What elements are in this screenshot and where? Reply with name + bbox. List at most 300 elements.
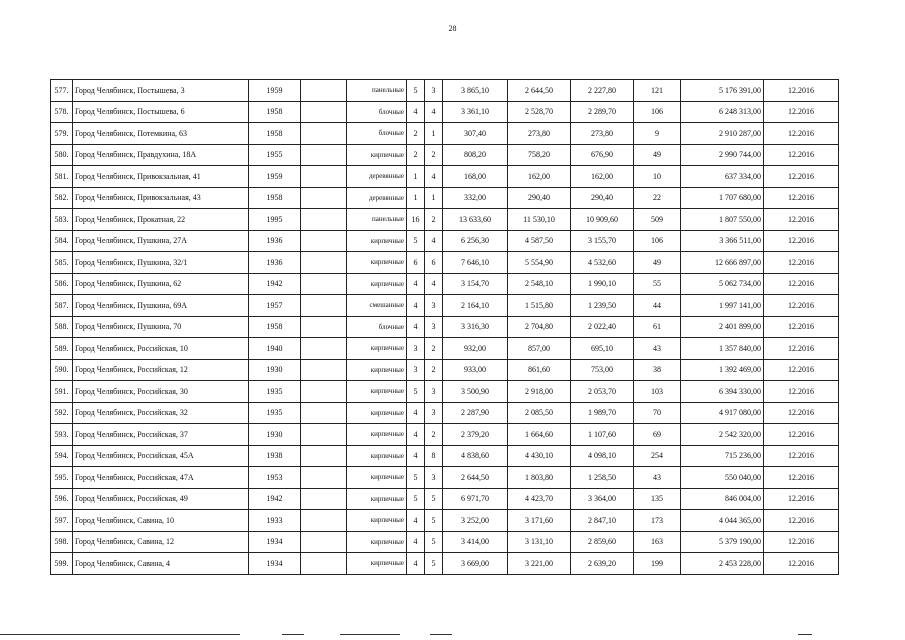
table-row [51, 338, 839, 360]
table-row [51, 273, 839, 295]
year-built-cell: 1935 [249, 381, 301, 403]
table-row [51, 123, 839, 145]
blank-cell-cell [301, 187, 347, 209]
area-premises-cell: 3 221,00 [508, 553, 571, 575]
entrances-cell: 8 [425, 445, 443, 467]
blank-cell-cell [301, 553, 347, 575]
floors-cell: 5 [407, 488, 425, 510]
footer-rule [340, 634, 400, 635]
floors-cell: 16 [407, 209, 425, 231]
area-residential-cell: 2 289,70 [571, 101, 634, 123]
table-row [51, 230, 839, 252]
wall-material-cell: деревянные [347, 166, 407, 188]
residents-cell: 173 [634, 510, 681, 532]
entrances-cell: 3 [425, 402, 443, 424]
blank-cell-cell [301, 381, 347, 403]
residents-cell: 22 [634, 187, 681, 209]
repair-cost-cell: 12 666 897,00 [681, 252, 764, 274]
floors-cell: 2 [407, 144, 425, 166]
row-number-cell: 587. [51, 295, 73, 317]
total-area-cell: 933,00 [443, 359, 508, 381]
area-premises-cell: 273,80 [508, 123, 571, 145]
deadline-cell: 12.2016 [764, 252, 839, 274]
floors-cell: 4 [407, 402, 425, 424]
row-number-cell: 598. [51, 531, 73, 553]
page-number: 28 [448, 24, 457, 33]
total-area-cell: 168,00 [443, 166, 508, 188]
year-built-cell: 1940 [249, 338, 301, 360]
wall-material-cell: кирпичные [347, 424, 407, 446]
row-number-cell: 586. [51, 273, 73, 295]
area-premises-cell: 2 918,00 [508, 381, 571, 403]
total-area-cell: 2 644,50 [443, 467, 508, 489]
address-cell: Город Челябинск, Российская, 37 [73, 424, 249, 446]
table-row [51, 381, 839, 403]
repair-cost-cell: 3 366 511,00 [681, 230, 764, 252]
row-number-cell: 584. [51, 230, 73, 252]
repair-cost-cell: 4 044 365,00 [681, 510, 764, 532]
year-built-cell: 1959 [249, 80, 301, 102]
wall-material-cell: деревянные [347, 187, 407, 209]
total-area-cell: 2 287,90 [443, 402, 508, 424]
floors-cell: 6 [407, 252, 425, 274]
floors-cell: 4 [407, 316, 425, 338]
entrances-cell: 2 [425, 359, 443, 381]
row-number-cell: 590. [51, 359, 73, 381]
floors-cell: 4 [407, 510, 425, 532]
residents-cell: 106 [634, 230, 681, 252]
wall-material-cell: кирпичные [347, 402, 407, 424]
entrances-cell: 5 [425, 531, 443, 553]
table-row [51, 166, 839, 188]
table-row [51, 316, 839, 338]
area-premises-cell: 3 131,10 [508, 531, 571, 553]
area-premises-cell: 2 085,50 [508, 402, 571, 424]
address-cell: Город Челябинск, Пушкина, 69А [73, 295, 249, 317]
year-built-cell: 1942 [249, 488, 301, 510]
footer-rule [0, 634, 240, 635]
entrances-cell: 4 [425, 101, 443, 123]
deadline-cell: 12.2016 [764, 166, 839, 188]
row-number-cell: 599. [51, 553, 73, 575]
housing-registry-table [50, 79, 839, 575]
address-cell: Город Челябинск, Прокатная, 22 [73, 209, 249, 231]
row-number-cell: 582. [51, 187, 73, 209]
blank-cell-cell [301, 209, 347, 231]
blank-cell-cell [301, 531, 347, 553]
blank-cell-cell [301, 510, 347, 532]
residents-cell: 61 [634, 316, 681, 338]
area-premises-cell: 4 587,50 [508, 230, 571, 252]
year-built-cell: 1958 [249, 101, 301, 123]
repair-cost-cell: 2 453 228,00 [681, 553, 764, 575]
address-cell: Город Челябинск, Пушкина, 27А [73, 230, 249, 252]
deadline-cell: 12.2016 [764, 230, 839, 252]
area-residential-cell: 2 847,10 [571, 510, 634, 532]
floors-cell: 4 [407, 445, 425, 467]
wall-material-cell: кирпичные [347, 359, 407, 381]
floors-cell: 5 [407, 467, 425, 489]
area-premises-cell: 857,00 [508, 338, 571, 360]
blank-cell-cell [301, 445, 347, 467]
floors-cell: 5 [407, 80, 425, 102]
blank-cell-cell [301, 488, 347, 510]
entrances-cell: 1 [425, 123, 443, 145]
floors-cell: 1 [407, 187, 425, 209]
entrances-cell: 2 [425, 209, 443, 231]
address-cell: Город Челябинск, Российская, 32 [73, 402, 249, 424]
total-area-cell: 3 361,10 [443, 101, 508, 123]
floors-cell: 3 [407, 359, 425, 381]
total-area-cell: 13 633,60 [443, 209, 508, 231]
year-built-cell: 1958 [249, 187, 301, 209]
blank-cell-cell [301, 295, 347, 317]
year-built-cell: 1936 [249, 230, 301, 252]
area-residential-cell: 2 639,20 [571, 553, 634, 575]
area-residential-cell: 4 532,60 [571, 252, 634, 274]
deadline-cell: 12.2016 [764, 424, 839, 446]
row-number-cell: 593. [51, 424, 73, 446]
repair-cost-cell: 2 542 320,00 [681, 424, 764, 446]
area-premises-cell: 861,60 [508, 359, 571, 381]
wall-material-cell: кирпичные [347, 252, 407, 274]
area-residential-cell: 695,10 [571, 338, 634, 360]
blank-cell-cell [301, 144, 347, 166]
floors-cell: 4 [407, 295, 425, 317]
deadline-cell: 12.2016 [764, 273, 839, 295]
table-row [51, 187, 839, 209]
address-cell: Город Челябинск, Савина, 4 [73, 553, 249, 575]
total-area-cell: 3 154,70 [443, 273, 508, 295]
row-number-cell: 579. [51, 123, 73, 145]
area-residential-cell: 162,00 [571, 166, 634, 188]
area-premises-cell: 11 530,10 [508, 209, 571, 231]
total-area-cell: 6 256,30 [443, 230, 508, 252]
floors-cell: 4 [407, 273, 425, 295]
floors-cell: 5 [407, 230, 425, 252]
table-row [51, 488, 839, 510]
repair-cost-cell: 5 062 734,00 [681, 273, 764, 295]
wall-material-cell: кирпичные [347, 488, 407, 510]
wall-material-cell: кирпичные [347, 381, 407, 403]
residents-cell: 163 [634, 531, 681, 553]
repair-cost-cell: 1 997 141,00 [681, 295, 764, 317]
deadline-cell: 12.2016 [764, 381, 839, 403]
year-built-cell: 1958 [249, 123, 301, 145]
wall-material-cell: панельные [347, 80, 407, 102]
row-number-cell: 581. [51, 166, 73, 188]
entrances-cell: 4 [425, 230, 443, 252]
total-area-cell: 3 669,00 [443, 553, 508, 575]
residents-cell: 509 [634, 209, 681, 231]
area-premises-cell: 1 515,80 [508, 295, 571, 317]
residents-cell: 49 [634, 252, 681, 274]
entrances-cell: 5 [425, 553, 443, 575]
address-cell: Город Челябинск, Постышева, 6 [73, 101, 249, 123]
row-number-cell: 580. [51, 144, 73, 166]
blank-cell-cell [301, 166, 347, 188]
wall-material-cell: кирпичные [347, 510, 407, 532]
repair-cost-cell: 715 236,00 [681, 445, 764, 467]
year-built-cell: 1930 [249, 359, 301, 381]
row-number-cell: 591. [51, 381, 73, 403]
address-cell: Город Челябинск, Российская, 47А [73, 467, 249, 489]
residents-cell: 9 [634, 123, 681, 145]
repair-cost-cell: 6 394 330,00 [681, 381, 764, 403]
footer-rule [798, 634, 812, 635]
row-number-cell: 578. [51, 101, 73, 123]
area-residential-cell: 676,90 [571, 144, 634, 166]
wall-material-cell: блочные [347, 101, 407, 123]
address-cell: Город Челябинск, Савина, 12 [73, 531, 249, 553]
repair-cost-cell: 1 707 680,00 [681, 187, 764, 209]
address-cell: Город Челябинск, Постышева, 3 [73, 80, 249, 102]
residents-cell: 106 [634, 101, 681, 123]
floors-cell: 3 [407, 338, 425, 360]
deadline-cell: 12.2016 [764, 80, 839, 102]
year-built-cell: 1930 [249, 424, 301, 446]
entrances-cell: 2 [425, 424, 443, 446]
blank-cell-cell [301, 123, 347, 145]
deadline-cell: 12.2016 [764, 295, 839, 317]
area-residential-cell: 2 227,80 [571, 80, 634, 102]
deadline-cell: 12.2016 [764, 510, 839, 532]
repair-cost-cell: 2 910 287,00 [681, 123, 764, 145]
residents-cell: 49 [634, 144, 681, 166]
repair-cost-cell: 2 990 744,00 [681, 144, 764, 166]
area-residential-cell: 10 909,60 [571, 209, 634, 231]
entrances-cell: 4 [425, 166, 443, 188]
wall-material-cell: кирпичные [347, 553, 407, 575]
row-number-cell: 588. [51, 316, 73, 338]
row-number-cell: 577. [51, 80, 73, 102]
year-built-cell: 1995 [249, 209, 301, 231]
area-premises-cell: 2 704,80 [508, 316, 571, 338]
total-area-cell: 4 838,60 [443, 445, 508, 467]
deadline-cell: 12.2016 [764, 402, 839, 424]
area-residential-cell: 273,80 [571, 123, 634, 145]
table-row [51, 209, 839, 231]
entrances-cell: 3 [425, 467, 443, 489]
repair-cost-cell: 5 176 391,00 [681, 80, 764, 102]
area-residential-cell: 2 859,60 [571, 531, 634, 553]
deadline-cell: 12.2016 [764, 531, 839, 553]
residents-cell: 55 [634, 273, 681, 295]
total-area-cell: 6 971,70 [443, 488, 508, 510]
address-cell: Город Челябинск, Пушкина, 32/1 [73, 252, 249, 274]
deadline-cell: 12.2016 [764, 187, 839, 209]
repair-cost-cell: 6 248 313,00 [681, 101, 764, 123]
repair-cost-cell: 2 401 899,00 [681, 316, 764, 338]
blank-cell-cell [301, 80, 347, 102]
year-built-cell: 1958 [249, 316, 301, 338]
floors-cell: 4 [407, 553, 425, 575]
residents-cell: 70 [634, 402, 681, 424]
address-cell: Город Челябинск, Российская, 45А [73, 445, 249, 467]
deadline-cell: 12.2016 [764, 209, 839, 231]
entrances-cell: 3 [425, 381, 443, 403]
area-residential-cell: 1 258,50 [571, 467, 634, 489]
table-row [51, 80, 839, 102]
area-premises-cell: 4 430,10 [508, 445, 571, 467]
total-area-cell: 7 646,10 [443, 252, 508, 274]
wall-material-cell: блочные [347, 123, 407, 145]
row-number-cell: 595. [51, 467, 73, 489]
year-built-cell: 1934 [249, 531, 301, 553]
address-cell: Город Челябинск, Российская, 12 [73, 359, 249, 381]
residents-cell: 135 [634, 488, 681, 510]
area-residential-cell: 290,40 [571, 187, 634, 209]
table-row [51, 445, 839, 467]
total-area-cell: 3 252,00 [443, 510, 508, 532]
wall-material-cell: кирпичные [347, 230, 407, 252]
address-cell: Город Челябинск, Привокзальная, 43 [73, 187, 249, 209]
floors-cell: 5 [407, 381, 425, 403]
entrances-cell: 2 [425, 338, 443, 360]
residents-cell: 254 [634, 445, 681, 467]
wall-material-cell: кирпичные [347, 273, 407, 295]
year-built-cell: 1936 [249, 252, 301, 274]
area-residential-cell: 1 990,10 [571, 273, 634, 295]
area-residential-cell: 753,00 [571, 359, 634, 381]
row-number-cell: 594. [51, 445, 73, 467]
row-number-cell: 583. [51, 209, 73, 231]
area-residential-cell: 2 022,40 [571, 316, 634, 338]
residents-cell: 10 [634, 166, 681, 188]
table-row [51, 252, 839, 274]
row-number-cell: 585. [51, 252, 73, 274]
area-premises-cell: 2 548,10 [508, 273, 571, 295]
area-residential-cell: 2 053,70 [571, 381, 634, 403]
table-row [51, 467, 839, 489]
footer-rule [282, 634, 304, 635]
year-built-cell: 1933 [249, 510, 301, 532]
area-premises-cell: 2 528,70 [508, 101, 571, 123]
table-row [51, 510, 839, 532]
year-built-cell: 1957 [249, 295, 301, 317]
floors-cell: 4 [407, 531, 425, 553]
residents-cell: 121 [634, 80, 681, 102]
repair-cost-cell: 1 392 469,00 [681, 359, 764, 381]
deadline-cell: 12.2016 [764, 553, 839, 575]
blank-cell-cell [301, 316, 347, 338]
row-number-cell: 597. [51, 510, 73, 532]
year-built-cell: 1935 [249, 402, 301, 424]
address-cell: Город Челябинск, Пушкина, 70 [73, 316, 249, 338]
wall-material-cell: кирпичные [347, 144, 407, 166]
deadline-cell: 12.2016 [764, 316, 839, 338]
total-area-cell: 2 164,10 [443, 295, 508, 317]
table-row [51, 144, 839, 166]
floors-cell: 4 [407, 101, 425, 123]
residents-cell: 199 [634, 553, 681, 575]
area-residential-cell: 3 364,00 [571, 488, 634, 510]
area-premises-cell: 3 171,60 [508, 510, 571, 532]
repair-cost-cell: 846 004,00 [681, 488, 764, 510]
blank-cell-cell [301, 101, 347, 123]
area-premises-cell: 5 554,90 [508, 252, 571, 274]
wall-material-cell: кирпичные [347, 338, 407, 360]
area-premises-cell: 162,00 [508, 166, 571, 188]
entrances-cell: 3 [425, 295, 443, 317]
total-area-cell: 3 414,00 [443, 531, 508, 553]
area-residential-cell: 1 239,50 [571, 295, 634, 317]
deadline-cell: 12.2016 [764, 445, 839, 467]
total-area-cell: 307,40 [443, 123, 508, 145]
area-premises-cell: 1 664,60 [508, 424, 571, 446]
floors-cell: 1 [407, 166, 425, 188]
area-premises-cell: 758,20 [508, 144, 571, 166]
address-cell: Город Челябинск, Российская, 30 [73, 381, 249, 403]
entrances-cell: 3 [425, 80, 443, 102]
blank-cell-cell [301, 230, 347, 252]
blank-cell-cell [301, 402, 347, 424]
floors-cell: 2 [407, 123, 425, 145]
total-area-cell: 3 865,10 [443, 80, 508, 102]
table-row [51, 531, 839, 553]
deadline-cell: 12.2016 [764, 359, 839, 381]
table-row [51, 424, 839, 446]
wall-material-cell: кирпичные [347, 531, 407, 553]
repair-cost-cell: 1 807 550,00 [681, 209, 764, 231]
repair-cost-cell: 5 379 190,00 [681, 531, 764, 553]
area-residential-cell: 1 989,70 [571, 402, 634, 424]
deadline-cell: 12.2016 [764, 467, 839, 489]
deadline-cell: 12.2016 [764, 144, 839, 166]
repair-cost-cell: 550 040,00 [681, 467, 764, 489]
wall-material-cell: кирпичные [347, 467, 407, 489]
residents-cell: 69 [634, 424, 681, 446]
row-number-cell: 589. [51, 338, 73, 360]
area-premises-cell: 4 423,70 [508, 488, 571, 510]
entrances-cell: 1 [425, 187, 443, 209]
row-number-cell: 592. [51, 402, 73, 424]
blank-cell-cell [301, 467, 347, 489]
blank-cell-cell [301, 424, 347, 446]
table-body [51, 80, 839, 575]
area-premises-cell: 1 803,80 [508, 467, 571, 489]
entrances-cell: 5 [425, 488, 443, 510]
repair-cost-cell: 637 334,00 [681, 166, 764, 188]
entrances-cell: 6 [425, 252, 443, 274]
year-built-cell: 1959 [249, 166, 301, 188]
entrances-cell: 4 [425, 273, 443, 295]
table-row [51, 295, 839, 317]
repair-cost-cell: 1 357 840,00 [681, 338, 764, 360]
total-area-cell: 808,20 [443, 144, 508, 166]
address-cell: Город Челябинск, Российская, 10 [73, 338, 249, 360]
area-residential-cell: 4 098,10 [571, 445, 634, 467]
table-row [51, 402, 839, 424]
wall-material-cell: блочные [347, 316, 407, 338]
table-row [51, 359, 839, 381]
blank-cell-cell [301, 359, 347, 381]
year-built-cell: 1942 [249, 273, 301, 295]
year-built-cell: 1955 [249, 144, 301, 166]
total-area-cell: 2 379,20 [443, 424, 508, 446]
address-cell: Город Челябинск, Потемкина, 63 [73, 123, 249, 145]
total-area-cell: 3 316,30 [443, 316, 508, 338]
year-built-cell: 1934 [249, 553, 301, 575]
residents-cell: 44 [634, 295, 681, 317]
deadline-cell: 12.2016 [764, 101, 839, 123]
deadline-cell: 12.2016 [764, 338, 839, 360]
address-cell: Город Челябинск, Правдухина, 18А [73, 144, 249, 166]
residents-cell: 43 [634, 338, 681, 360]
address-cell: Город Челябинск, Пушкина, 62 [73, 273, 249, 295]
address-cell: Город Челябинск, Привокзальная, 41 [73, 166, 249, 188]
year-built-cell: 1953 [249, 467, 301, 489]
